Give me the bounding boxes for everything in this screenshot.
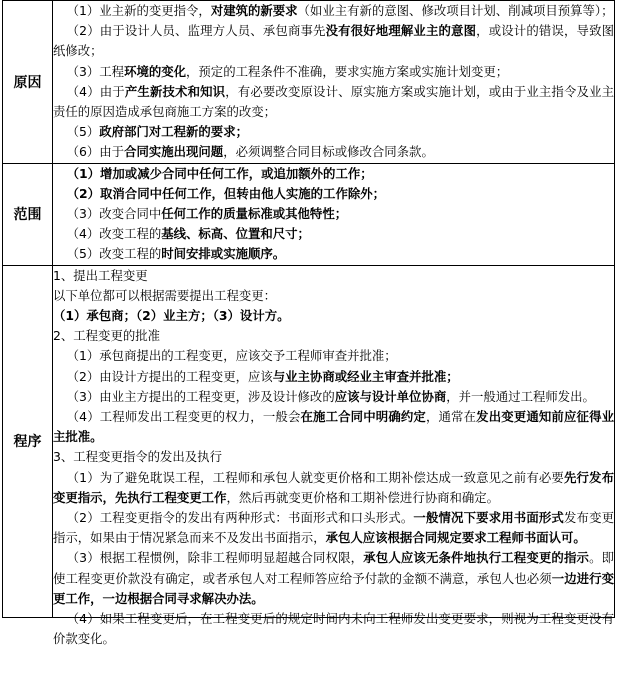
text-run: （2）由设计方提出的工程变更，应该 [66,368,273,384]
paragraph [53,184,614,204]
text-run: ，有必要改变原设计、原实施方案或实施计划，或由于业主指令及业主责任的原因造成承包商施工方案的改变； [53,83,615,120]
text-run: 。即使工程变更价款没有确定，或者承包人对工程师答应给予付款的金额不满意，承包人也必须 [53,550,615,586]
text-run: （5） [66,124,100,140]
text-run: （2）由于设计人员、监理方人员、承包商事先 [66,23,326,39]
paragraph [53,244,614,264]
bold-text-run: 一边进行变更工作，一边根据合同寻求解决办法。 [53,570,615,606]
paragraph [53,468,614,508]
bold-text-run: 先行发布变更指示，先执行工程变更工作 [53,469,614,505]
bold-text-run: （1）承包商；（2）业主方；（3）设计方。 [53,308,290,324]
text-run: （1）为了避免耽误工程，工程师和承包人就变更价格和工期补偿达成一致意见之前有必要 [66,469,564,485]
text-run: 2、工程变更的批准 [53,328,161,344]
paragraph [53,266,614,286]
bold-text-run: 时间安排或实施顺序。 [161,246,286,262]
bold-text-run: 发出变更通知前应征得业主批准。 [53,409,615,445]
document-table [2,0,615,647]
section-row [3,163,615,265]
bold-text-run: 基线、标高、位置和尺寸； [161,226,310,242]
bold-text-run: （2）取消合同中任何工作，但转由他人实施的工作除外； [66,185,386,201]
paragraph [53,346,614,366]
bold-text-run: 产生新技术和知识 [124,83,226,99]
section-label: 范围 [3,163,53,265]
section-label: 原因 [3,1,53,164]
bold-text-run: 一般情况下要求用书面形式 [413,510,564,526]
paragraph [53,224,614,244]
bold-text-run: 与业主协商或经业主审查并批准； [272,368,459,384]
text-run: （4）由于 [66,83,125,99]
text-run: （1）业主新的变更指令， [66,3,211,18]
text-run: （如业主有新的意图、修改项目计划、削减项目预算等）； [297,3,614,18]
paragraph [53,164,614,184]
bold-text-run: 在施工合同中明确约定 [300,409,426,425]
text-run: （4）如果工程变更后，在工程变更后的规定时间内未向工程师发出变更要求，则视为工程变更没有价款变化。 [53,611,614,647]
paragraph [53,62,614,82]
bold-text-run: 合同实施出现问题 [124,144,224,160]
paragraph [53,286,614,306]
paragraph [53,548,614,609]
text-run: （4）工程师发出工程变更的权力，一般会 [66,409,301,425]
section-label: 程序 [3,265,53,617]
paragraph [53,326,614,346]
text-run: ，预定的工程条件不准确，要求实施方案或实施计划变更； [186,63,509,79]
text-run: 1、提出工程变更 [53,267,148,283]
section-row [3,1,615,164]
text-run: （4）改变工程的 [66,226,162,242]
section-content [53,163,615,265]
bold-text-run: 环境的变化 [124,63,187,79]
paragraph [53,508,614,548]
text-run: ，必须调整合同目标或修改合同条款。 [223,144,434,160]
text-run: （3）改变合同中 [66,206,162,222]
bold-text-run: 应该与设计单位协商 [334,388,447,404]
bold-text-run: 没有很好地理解业主的意图 [325,23,477,39]
cut-off-paragraph [53,609,614,647]
bold-text-run: 承包人应该根据合同规定要求工程师书面认可。 [325,530,586,546]
text-run: （3）根据工程惯例，除非工程师明显超越合同权限， [66,550,364,566]
paragraph [53,82,614,122]
text-run: 3、工程变更指令的发出及执行 [53,449,222,465]
paragraph [53,122,614,142]
paragraph [53,204,614,224]
paragraph [53,367,614,387]
section-content [53,265,615,647]
text-run: （6）由于 [66,144,125,160]
bold-text-run: （1）增加或减少合同中任何工作，或追加额外的工作； [66,165,373,181]
text-run: ，并一般通过工程师发出。 [446,388,595,404]
text-run: ，或设计的错误，导致图纸修改； [53,23,615,59]
bold-text-run: 承包人应该无条件地执行工程变更的指示 [363,550,590,566]
section-content [53,1,615,164]
bold-text-run: 对建筑的新要求 [210,3,298,18]
paragraph [53,306,614,326]
text-run: 以下单位都可以根据需要提出工程变更： [53,287,277,303]
text-run: （5）改变工程的 [66,246,162,262]
text-run: （2）工程变更指令的发出有两种形式：书面形式和口头形式。 [66,510,414,526]
paragraph [53,21,614,61]
paragraph [53,387,614,407]
text-run: ，然后再就变更价格和工期补偿进行协商和确定。 [226,489,500,505]
paragraph [53,142,614,162]
text-run: ，通常在 [425,409,477,425]
bold-text-run: 政府部门对工程新的要求； [99,124,248,140]
text-run: （3）由业主方提出的工程变更，涉及设计修改的 [66,388,335,404]
text-run: （1）承包商提出的工程变更，应该交予工程师审查并批准； [66,348,397,364]
section-row [3,265,615,617]
text-run: （3）工程 [66,63,125,79]
paragraph [53,1,614,21]
text-run: 发布变更指示，如果由于情况紧急而来不及发出书面指示， [53,510,615,546]
paragraph [53,447,614,467]
paragraph [53,407,614,447]
bold-text-run: 任何工作的质量标准或其他特性； [161,206,348,222]
